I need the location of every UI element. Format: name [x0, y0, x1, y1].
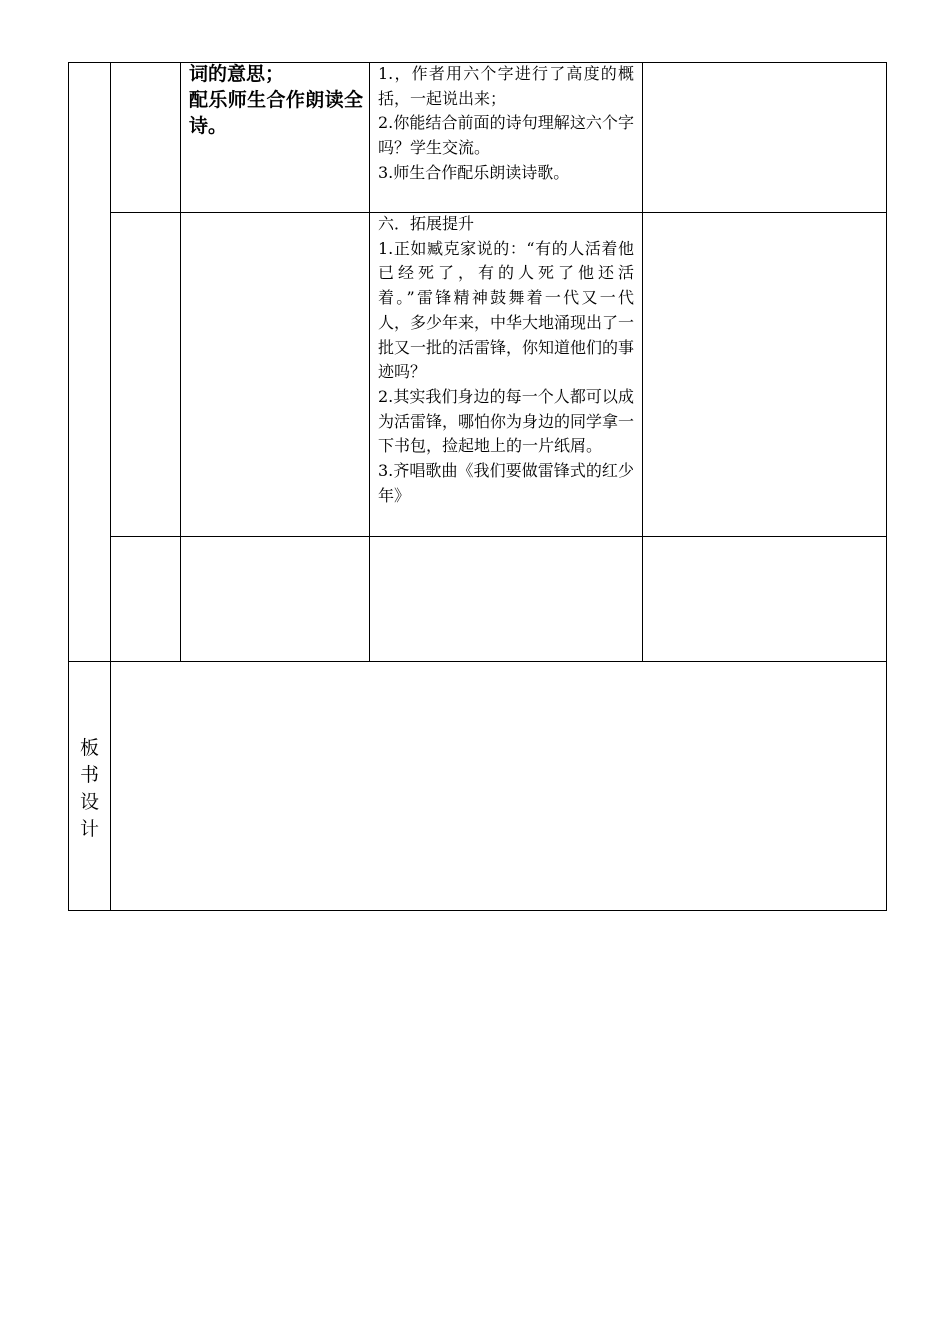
board-label-char: 设 [79, 791, 99, 813]
board-label-char: 计 [79, 818, 99, 840]
section-divider [68, 661, 887, 662]
objective-cell [189, 61, 363, 139]
column-divider [110, 62, 111, 911]
activity-step: 3.齐唱歌曲《我们要做雷锋式的红少年》 [378, 461, 634, 505]
activity-step: 1.正如臧克家说的：“有的人活着他已经死了，有的人死了他还活着。”雷锋精神鼓舞着一代又一代人，多少年来，中华大地涌现出了一批又一批的活雷锋，你知道他们的事迹吗？ [378, 238, 635, 382]
activity-step: 3.师生合作配乐朗读诗歌。 [378, 162, 570, 182]
table-border-right [886, 62, 887, 911]
activity-step: 1.，作者用六个字进行了高度的概括，一起说出来； [378, 64, 634, 108]
activity-step: 2.你能结合前面的诗句理解这六个字吗？学生交流。 [378, 113, 634, 158]
row-divider [111, 536, 887, 537]
board-label-char: 板 [79, 737, 99, 759]
objective-line: 词的意思； [189, 63, 285, 85]
activity-cell [378, 212, 634, 508]
activity-step: 2.其实我们身边的每一个人都可以成为活雷锋，哪怕你为身边的同学拿一下书包，捡起地上的一片纸屑。 [378, 386, 635, 456]
activity-cell [378, 62, 634, 186]
board-design-label [69, 735, 110, 843]
board-label-char: 书 [79, 764, 99, 786]
objective-line: 配乐师生合作朗读全诗。 [189, 89, 363, 137]
board-design-content [120, 670, 876, 900]
column-divider [642, 62, 643, 662]
column-divider [369, 62, 370, 662]
column-divider [180, 62, 181, 662]
table-border-bottom [68, 910, 887, 911]
section-heading: 六．拓展提升 [378, 214, 475, 233]
